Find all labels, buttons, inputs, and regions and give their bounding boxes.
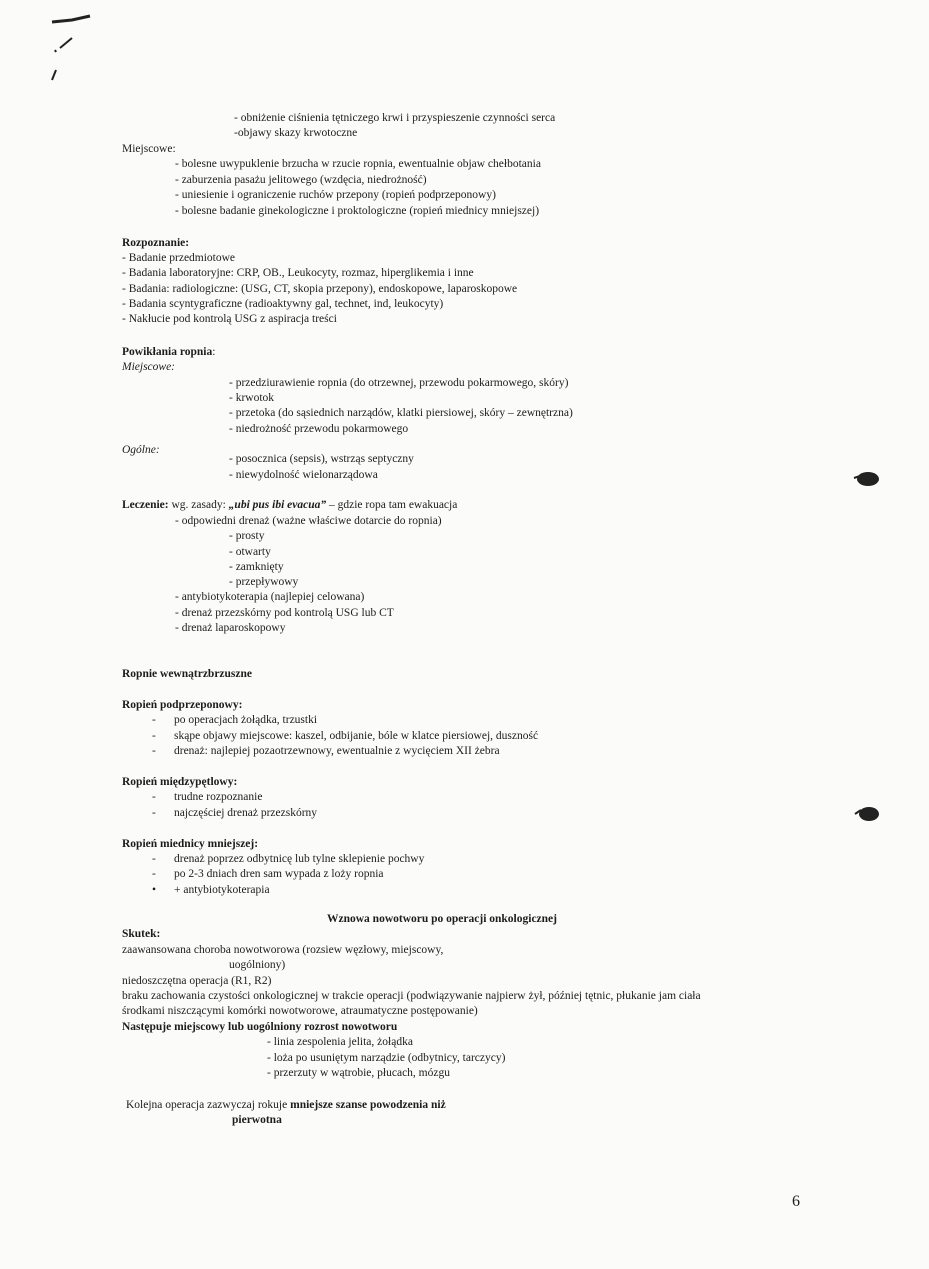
complication-local-1: - przedziurawienie ropnia (do otrzewnej, przewodu pokarmowego, skóry) xyxy=(229,377,569,389)
treatment-other-3: - drenaż laparoskopowy xyxy=(175,622,286,634)
diagnosis-item-1: - Badanie przedmiotowe xyxy=(122,252,236,264)
growth-item-2: - loża po usuniętym narządzie (odbytnicy, tarczycy) xyxy=(267,1052,506,1064)
complication-local-4: - niedrożność przewodu pokarmowego xyxy=(229,423,409,435)
interloop-item-1: - trudne rozpoznanie xyxy=(152,791,263,803)
drain-type-2: - otwarty xyxy=(229,546,271,558)
local-symptom-2: - zaburzenia pasażu jelitowego (wzdęcia, niedrożność) xyxy=(175,174,427,186)
interloop-item-2: - najczęściej drenaż przezskórny xyxy=(152,807,318,819)
recurrence-line-3: niedoszczętna operacja (R1, R2) xyxy=(122,975,272,987)
subphrenic-item-2: - skąpe objawy miejscowe: kaszel, odbijanie, bóle w klatce piersiowej, duszność xyxy=(152,730,539,742)
growth-heading: Następuje miejscowy lub uogólniony rozrost nowotworu xyxy=(122,1021,398,1033)
treatment-drain: - odpowiedni drenaż (ważne właściwe dotarcie do ropnia) xyxy=(175,515,442,527)
scan-hole-lower-right xyxy=(852,802,882,826)
diagnosis-heading: Rozpoznanie: xyxy=(122,237,190,249)
treatment-other-1: - antybiotykoterapia (najlepiej celowana) xyxy=(175,591,365,603)
subphrenic-heading: Ropień podprzeponowy: xyxy=(122,699,243,711)
diagnosis-item-2: - Badania laboratoryjne: CRP, OB., Leukocyty, rozmaz, hiperglikemia i inne xyxy=(122,267,474,279)
conclusion-line: Kolejna operacja zazwyczaj rokuje mniejsze szanse powodzenia niż xyxy=(126,1099,446,1111)
complication-general-2: - niewydolność wielonarządowa xyxy=(229,469,378,481)
treatment-line: Leczenie: wg. zasady: „ubi pus ibi evacua” – gdzie ropa tam ewakuacja xyxy=(122,499,458,511)
complications-local-label: Miejscowe: xyxy=(122,361,176,373)
treatment-other-2: - drenaż przezskórny pod kontrolą USG lub CT xyxy=(175,607,394,619)
growth-item-3: - przerzuty w wątrobie, płucach, mózgu xyxy=(267,1067,450,1079)
pelvic-item-3: • + antybiotykoterapia xyxy=(152,884,270,896)
complication-local-2: - krwotok xyxy=(229,392,275,404)
complication-general-1: - posocznica (sepsis), wstrząs septyczny xyxy=(229,453,414,465)
growth-item-1: - linia zespolenia jelita, żołądka xyxy=(267,1036,413,1048)
pelvic-item-1: - drenaż poprzez odbytnicę lub tylne sklepienie pochwy xyxy=(152,853,425,865)
latin-maxim: „ubi pus ibi evacua” xyxy=(228,499,327,511)
subphrenic-item-1: - po operacjach żołądka, trzustki xyxy=(152,714,318,726)
treatment-heading: Leczenie: xyxy=(122,499,169,511)
complications-general-label: Ogólne: xyxy=(122,444,160,456)
complication-local-3: - przetoka (do sąsiednich narządów, klatki piersiowej, skóry – zewnętrzna) xyxy=(229,407,573,419)
local-label: Miejscowe: xyxy=(122,143,176,155)
scan-mark-top-left xyxy=(50,8,110,98)
diagnosis-item-4: - Badania scyntygraficzne (radioaktywny gal, technet, ind, leukocyty) xyxy=(122,298,444,310)
systemic-symptom-2: -objawy skazy krwotoczne xyxy=(234,127,358,139)
conclusion-line-2: pierwotna xyxy=(232,1114,282,1126)
page-number: 6 xyxy=(792,1193,800,1210)
intra-abdominal-heading: Ropnie wewnątrzbrzuszne xyxy=(122,668,252,680)
local-symptom-3: - uniesienie i ograniczenie ruchów przepony (ropień podprzeponowy) xyxy=(175,189,496,201)
local-symptom-1: - bolesne uwypuklenie brzucha w rzucie ropnia, ewentualnie objaw chełbotania xyxy=(175,158,541,170)
recurrence-line-4: braku zachowania czystości onkologicznej w trakcie operacji (podwiązywanie najpierw żył, później tętnic, płukanie jam ciała xyxy=(122,990,701,1002)
drain-type-1: - prosty xyxy=(229,530,265,542)
drain-type-3: - zamknięty xyxy=(229,561,284,573)
diagnosis-item-3: - Badania: radiologiczne: (USG, CT, skopia przepony), endoskopowe, laparoskopowe xyxy=(122,283,518,295)
local-symptom-4: - bolesne badanie ginekologiczne i proktologiczne (ropień miednicy mniejszej) xyxy=(175,205,540,217)
complications-heading: Powikłania ropnia: xyxy=(122,346,216,358)
systemic-symptom-1: - obniżenie ciśnienia tętniczego krwi i przyspieszenie czynności serca xyxy=(234,112,556,124)
diagnosis-item-5: - Nakłucie pod kontrolą USG z aspiracja treści xyxy=(122,313,337,325)
interloop-heading: Ropień międzypętlowy: xyxy=(122,776,238,788)
subphrenic-item-3: - drenaż: najlepiej pozaotrzewnowy, ewentualnie z wycięciem XII żebra xyxy=(152,745,500,757)
recurrence-line-5: środkami niszczącymi komórki nowotworowe, atraumatyczne postępowanie) xyxy=(122,1005,478,1017)
drain-type-4: - przepływowy xyxy=(229,576,299,588)
effect-heading: Skutek: xyxy=(122,928,161,940)
recurrence-title: Wznowa nowotworu po operacji onkologicznej xyxy=(327,913,557,925)
recurrence-line-2: uogólniony) xyxy=(229,959,286,971)
pelvic-heading: Ropień miednicy mniejszej: xyxy=(122,838,259,850)
recurrence-line-1: zaawansowana choroba nowotworowa (rozsiew węzłowy, miejscowy, xyxy=(122,944,444,956)
scan-hole-upper-right xyxy=(852,468,882,490)
pelvic-item-2: - po 2-3 dniach dren sam wypada z loży ropnia xyxy=(152,868,384,880)
